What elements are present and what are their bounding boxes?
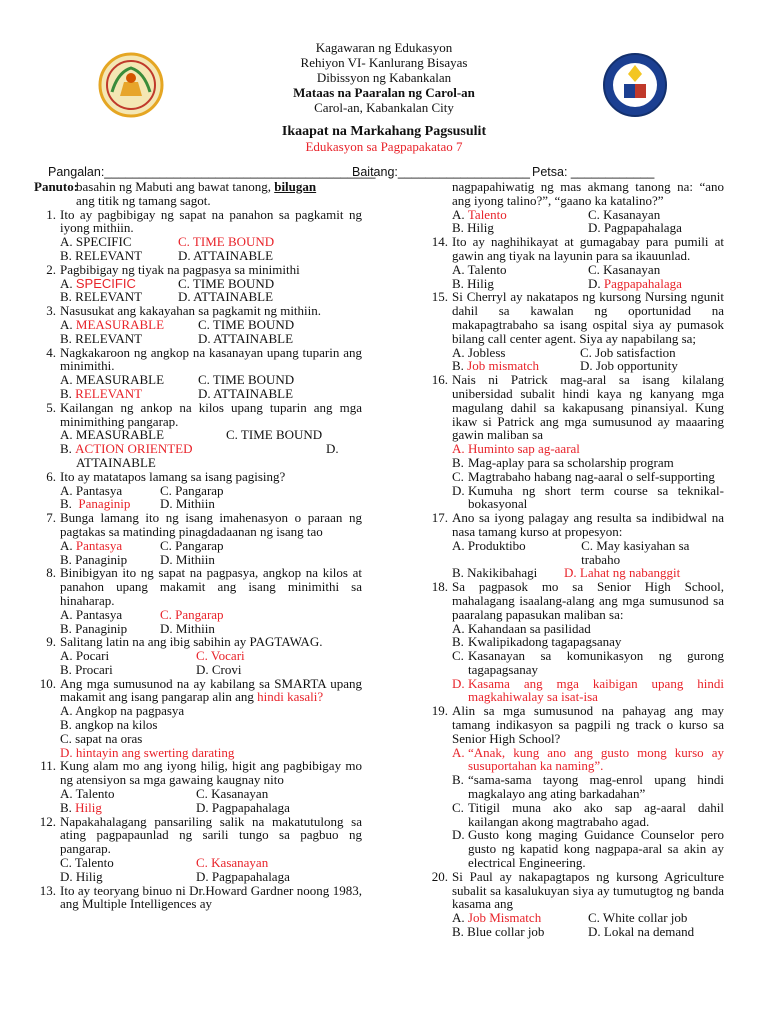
question-20: 20. Si Paul ay nakapagtapos ng kursong Agriculture subalit sa kasalukuyan siya ay tumutugtog ng banda kasama ang — [431, 868, 724, 912]
question-6: 6. Ito ay matatapos lamang sa isang pagising? — [46, 468, 286, 484]
q17-choice-a[interactable]: Produktibo — [467, 537, 526, 553]
question-2: 2. Pagbibigay ng tiyak na pagpasya sa minimithi — [46, 261, 300, 277]
question-15: 15. Si Cherryl ay nakatapos ng kursong Nursing ngunit dahil sa kawalan ng oportunidad na makapagtrabaho sa isang ospital siya ay pumasok bilang call center agent. Siya ay napabilang sa; — [431, 289, 724, 346]
q18-choice-a[interactable]: Kahandaan sa pasilidad — [468, 620, 591, 636]
question-18: 18. Sa pagpasok mo sa Senior High School, mahalagang isaalang-alang ang mga sumusunod sa paaralang papasukan maliban sa: — [431, 579, 724, 622]
q1-choice-d[interactable]: D. ATTAINABLE — [178, 247, 274, 263]
header-line-3: Dibissyon ng Kabankalan — [316, 70, 452, 85]
q18-choice-c[interactable]: Kasanayan sa komunikasyon ng gurong tagapagsanay — [468, 648, 724, 677]
q4-choice-d[interactable]: D. ATTAINABLE — [198, 385, 294, 401]
q5-choice-d[interactable]: D. — [326, 441, 339, 457]
exam-title: Ikaapat na Markahang Pagsusulit — [281, 124, 487, 139]
q5-choice-b[interactable]: ACTION ORIENTED — [75, 441, 193, 457]
q5-choice-a[interactable]: A. MEASURABLE — [60, 427, 165, 443]
instructions: Panuto: basahin ng Mabuti ang bawat tanong, bilugan ang titik ng tamang sagot. — [34, 179, 317, 208]
q10-choice-c[interactable]: C. sapat na oras — [60, 730, 143, 746]
q9-choice-d[interactable]: D. Crovi — [196, 661, 242, 677]
q9-choice-a[interactable]: A. Pocari — [60, 648, 110, 664]
question-9: 9. Salitang latin na ang ibig sabihin ay PAGTAWAG. — [46, 634, 323, 650]
q12-choice-d1[interactable]: D. Hilig — [60, 868, 103, 884]
q7-choice-d[interactable]: D. Mithiin — [160, 551, 215, 567]
q4-choice-c[interactable]: C. TIME BOUND — [198, 372, 295, 388]
question-7: 7. Bunga lamang ito ng isang imahenasyon o paraan ng pagtakas sa matinding pinagdadaanan ng isang tao — [46, 510, 362, 539]
q5-choice-c[interactable]: C. TIME BOUND — [226, 427, 323, 443]
question-17: 17. Ano sa iyong palagay ang resulta sa indibidwal na nasa tamang kurso at propesyon: — [431, 510, 724, 539]
header-block — [0, 40, 768, 115]
q1-choice-c[interactable]: C. TIME BOUND — [178, 234, 275, 250]
q19-choice-b[interactable]: “sama-sama tayong mag-enrol upang hindi magkalayo ang ating barkadahan” — [468, 772, 724, 802]
question-19: 19. Alin sa mga sumusunod na pahayag ang may tamang indikasyon sa pagpili ng track o kurso sa Senior High School? — [431, 703, 724, 746]
question-10: 10. Ang mga sumusunod na ay kabilang sa SMARTA upang makamit ang isang pangarap alin ang hindi kasali? — [39, 675, 362, 705]
q20-choice-a[interactable]: Job Mismatch — [467, 910, 542, 926]
question-8: 8. Binibigyan ito ng sapat na pagpasya, angkop na kilos at panahon upang makamit ang isang minimithi sa hinaharap. — [46, 565, 362, 608]
question-3: 3. Nasusukat ang kakayahan sa pagkamit ng mithiin. — [46, 303, 322, 319]
q4-choice-a[interactable]: A. MEASURABLE — [60, 372, 165, 388]
left-column: Panuto: basahin ng Mabuti ang bawat tanong, bilugan ang titik ng tamang sagot. 1. Ito ay pagbibigay ng sapat na panahon sa pagkamit ng iyong mithiin. A. SPECIFIC C. TIME BOUND B. RELEVANT D. ATTAINABLE 2. Pagbibigay ng tiyak na pagpasya sa minimithi A. SPECIFIC C. TIME BOUND B. RELEVANT D. ATTAINABLE 3. Nasusukat ang kakayahan sa pagkamit ng mithiin. A. MEASURABLE C. TIME BOUND B. RELEVANT D. ATTAINABLE 4. Nagkakaroon ng angkop na kasanayan upang tuparin ang minimithi. A. MEASURABLE C. TIME BOUND B. RELEVANT D. ATTAINABLE 5. Kailangan ng ankop na kilos upang tuparin ang mga minimithing pangarap. A. MEASURABLE C. TIME BOUND B. ACTION ORIENTED D. ATTAINABLE 6. Ito ay matatapos lamang sa isang pagising? A. Pantasya C. Pangarap B. Panaginip D. Mithiin 7. Bunga lamang ito ng isang imahenasyon o paraan ng pagtakas sa matinding pinagdadaanan ng isang tao A. Pantasya C. Pangarap B. Panaginip D. Mithiin 8. Binibigyan ito ng sapat na pagpasya, angkop na kilos at panahon upang makamit ang isang minimithi sa hinaharap. A. Pantasya C. Pangarap B. Panaginip D. Mithiin 9. Salitang latin na ang ibig sabihin ay PAGTAWAG. A. Pocari C. Vocari B. Procari D. Crovi 10. Ang mga sumusunod na ay kabilang sa SMARTA upang makamit ang isang pangarap alin ang hindi kasali? A. Angkop na pagpasya B. angkop na kilos C. sapat na oras D. hintayin ang swerting darating 11. Kung alam mo ang iyong hilig, higit ang pagbibigay mo ng atensiyon sa mga gawaing kaugnay nito A. Talento C. Kasanayan B. Hilig D. Pagpapahalaga 12. Napakahalagang pansariling salik na makatutulong sa ating pagpapaunlad ng sarili tungo sa pagbuo ng pangarap. C. Talento C. Kasanayan D. Hilig D. Pagpapahalaga 13. Ito ay teoryang binuo ni Dr.Howard Gardner noong 1983, ang Multiple Intelligences ay — [34, 179, 362, 912]
q20-choice-c[interactable]: C. White collar job — [588, 910, 688, 926]
q8-choice-b[interactable]: B. Panaginip — [60, 620, 128, 636]
q20-choice-d[interactable]: D. Lokal na demand — [588, 924, 695, 940]
question-11: 11. Kung alam mo ang iyong hilig, higit ang pagbibigay mo ng atensiyon sa mga gawaing kaugnay nito — [40, 758, 362, 788]
question-4: 4. Nagkakaroon ng angkop na kasanayan upang tuparin ang minimithi. — [46, 344, 362, 374]
q12-choice-c1[interactable]: C. Talento — [60, 855, 114, 871]
q13-choice-a[interactable]: Talento — [467, 206, 507, 222]
q18-choice-d[interactable]: Kasama ang mga kaibigan upang hindi magkahiwalay sa isat-isa — [468, 675, 724, 705]
q14-choice-c[interactable]: C. Kasanayan — [588, 261, 661, 277]
right-column: nagpapahiwatig ng mas akmang tanong na: “ano ang iyong talino?”, “gaano ka katalino?” A. Talento C. Kasanayan B. Hilig D. Pagpapahalaga 14. Ito ay naghihikayat at gumagabay para pumili at gawin ang tiyak na layunin para sa ikauunlad. A. Talento C. Kasanayan B. Hilig D. Pagpapahalaga 15. Si Cherryl ay nakatapos ng kursong Nursing ngunit dahil sa kawalan ng oportunidad na makapagtrabaho sa isang ospital siya ay pumasok bilang call center agent. Siya ay napabilang sa; A. Jobless C. Job satisfaction B. Job mismatch D. Job opportunity 16. Nais ni Patrick mag-aral sa isang kilalang unibersidad subalit hindi kaya ng kanyang mga magulang dahil sa kakapusang pinansiyal. Kung ikaw si Patrick ang mga sumusunod ay maaaring gawin maliban sa A. Huminto sap ag-aaral B. Mag-aplay para sa scholarship program C. Magtrabaho habang nag-aaral o self-supporting D. Kumuha ng short term course sa teknikal-bokasyonal 17. Ano sa iyong palagay ang resulta sa indibidwal na nasa tamang kurso at propesyon: A. Produktibo C. May kasiyahan sa trabaho B. Nakikibahagi D. Lahat ng nabanggit 18. Sa pagpasok mo sa Senior High School, mahalagang isaalang-alang ang mga sumusunod sa paaralang papasukan maliban sa: A. Kahandaan sa pasilidad B. Kwalipikadong tagapagsanay C. Kasanayan sa komunikasyon ng gurong tagapagsanay D. Kasama ang mga kaibigan upang hindi magkahiwalay sa isat-isa 19. Alin sa mga sumusunod na pahayag ang may tamang indikasyon sa pagpili ng track o kurso sa Senior High School? A. “Anak, kung ano ang gusto mong kurso ay susuportahan ka naming”. B. “sama-sama tayong mag-enrol upang hindi magkalayo ang ating barkadahan” C. Titigil muna ako ako sap ag-aaral dahil kailangan akong magtrabaho agad. D. Gusto kong maging Guidance Counselor pero gusto ng kapatid kong nagpapa-aral sa akin ay electrical Engineering. 20. Si Paul ay nakapagtapos ng kursong Agriculture subalit sa kasalukuyan siya ay tumutugtog ng banda kasama ang A. Job Mismatch C. White collar job B. Blue collar job D. Lokal na demand — [426, 180, 724, 939]
question-16: 16. Nais ni Patrick mag-aral sa isang kilalang unibersidad subalit hindi kaya ng kanyang mga magulang dahil sa kakapusang pinansiyal. Kung ikaw si Patrick ang mga sumusunod ay maaaring gawin maliban sa — [431, 372, 724, 443]
q19-choice-a[interactable]: “Anak, kung ano ang gusto mong kurso ay susuportahan ka naming”. — [468, 744, 724, 774]
q6-choice-d[interactable]: D. Mithiin — [160, 496, 215, 512]
q15-choice-b[interactable]: Job mismatch — [467, 358, 540, 374]
header-school: Mataas na Paaralan ng Carol-an — [293, 85, 475, 100]
q18-choice-b[interactable]: Kwalipikadong tagapagsanay — [468, 634, 622, 650]
q14-choice-b[interactable]: B. Hilig — [452, 275, 494, 291]
q15-choice-a[interactable]: A. Jobless — [452, 344, 506, 360]
q2-choice-d[interactable]: D. ATTAINABLE — [178, 289, 274, 305]
q6-choice-c[interactable]: C. Pangarap — [160, 482, 224, 498]
q14-choice-a[interactable]: A. Talento — [452, 261, 507, 277]
q3-choice-a[interactable]: MEASURABLE — [75, 316, 165, 332]
q3-choice-c[interactable]: C. TIME BOUND — [198, 316, 295, 332]
q19-choice-c[interactable]: Titigil muna ako ako sap ag-aaral dahil kailangan akong magtrabaho agad. — [468, 799, 724, 829]
q17-choice-c[interactable]: C. May kasiyahan sa trabaho — [581, 537, 690, 567]
q16-choice-c[interactable]: Magtrabaho habang nag-aaral o self-supporting — [468, 468, 715, 484]
q13-choice-c[interactable]: C. Kasanayan — [588, 206, 661, 222]
question-13-continued: nagpapahiwatig ng mas akmang tanong na: “ano ang iyong talino?”, “gaano ka katalino?” — [452, 179, 724, 208]
q16-choice-d[interactable]: Kumuha ng short term course sa teknikal-bokasyonal — [468, 482, 724, 512]
question-5: 5. Kailangan ng ankop na kilos upang tuparin ang mga minimithing pangarap. — [46, 399, 362, 429]
q8-choice-a[interactable]: A. Pantasya — [60, 606, 123, 622]
question-14: 14. Ito ay naghihikayat at gumagabay para pumili at gawin ang tiyak na layunin para sa ikauunlad. — [431, 234, 724, 263]
q16-choice-a[interactable]: Huminto sap ag-aaral — [468, 441, 580, 457]
q11-choice-a[interactable]: A. Talento — [60, 786, 115, 802]
q12-choice-c[interactable]: C. Kasanayan — [196, 855, 269, 871]
date-field[interactable]: Petsa: ____________ — [532, 165, 655, 179]
q3-choice-b[interactable]: B. RELEVANT — [60, 330, 143, 346]
q6-choice-b[interactable]: Panaginip — [78, 496, 131, 512]
q10-choice-b[interactable]: B. angkop na kilos — [60, 717, 158, 733]
q10-choice-d[interactable]: D. hintayin ang swerting darating — [60, 744, 235, 760]
q8-choice-d[interactable]: D. Mithiin — [160, 620, 215, 636]
header-address: Carol-an, Kabankalan City — [314, 100, 454, 115]
q2-choice-a[interactable]: SPECIFIC — [75, 275, 136, 291]
grade-field[interactable]: Baitang:___________________ — [352, 165, 530, 179]
q17-choice-d[interactable]: D. Lahat ng nabanggit — [564, 565, 681, 581]
q2-choice-b[interactable]: B. RELEVANT — [60, 289, 143, 305]
q17-choice-b[interactable]: Nakikibahagi — [467, 565, 538, 581]
q9-choice-c[interactable]: C. Vocari — [196, 648, 245, 664]
q7-choice-b[interactable]: B. Panaginip — [60, 551, 128, 567]
exam-subtitle: Edukasyon sa Pagpapakatao 7 — [305, 139, 463, 154]
q6-choice-a[interactable]: A. Pantasya — [60, 482, 123, 498]
q15-choice-c[interactable]: C. Job satisfaction — [580, 344, 676, 360]
question-12: 12. Napakahalagang pansariling salik na makatutulong sa ating pagpapaunlad ng sarili tungo sa pagbuo ng pangarap. — [39, 813, 362, 857]
header-line-1: Kagawaran ng Edukasyon — [315, 40, 453, 55]
q8-choice-c[interactable]: C. Pangarap — [160, 606, 224, 622]
q1-choice-a[interactable]: A. SPECIFIC — [60, 234, 132, 250]
q12-choice-d[interactable]: D. Pagpapahalaga — [196, 868, 290, 884]
question-1: 1. Ito ay pagbibigay ng sapat na panahon sa pagkamit ng iyong mithiin. — [46, 206, 362, 236]
q13-choice-d[interactable]: D. Pagpapahalaga — [588, 220, 682, 236]
q20-choice-b[interactable]: B. Blue collar job — [452, 924, 545, 940]
q3-choice-d[interactable]: D. ATTAINABLE — [198, 330, 294, 346]
q16-choice-b[interactable]: Mag-aplay para sa scholarship program — [468, 454, 674, 470]
q1-choice-b[interactable]: B. RELEVANT — [60, 247, 143, 263]
question-13: 13. Ito ay teoryang binuo ni Dr.Howard Gardner noong 1983, ang Multiple Intelligences ay — [39, 882, 362, 912]
q7-choice-c[interactable]: C. Pangarap — [160, 537, 224, 553]
name-field[interactable]: Pangalan:_______________________________________ — [48, 165, 376, 179]
q15-choice-d[interactable]: D. Job opportunity — [580, 358, 678, 374]
q14-choice-d[interactable]: Pagpapahalaga — [603, 275, 682, 291]
q9-choice-b[interactable]: B. Procari — [60, 661, 113, 677]
q13-choice-b[interactable]: B. Hilig — [452, 220, 494, 236]
q2-choice-c[interactable]: C. TIME BOUND — [178, 275, 275, 291]
q10-choice-a[interactable]: A. Angkop na pagpasya — [60, 703, 185, 719]
q11-choice-c[interactable]: C. Kasanayan — [196, 786, 269, 802]
q7-choice-a[interactable]: Pantasya — [75, 537, 123, 553]
q4-choice-b[interactable]: RELEVANT — [75, 385, 143, 401]
q19-choice-d[interactable]: Gusto kong maging Guidance Counselor pero gusto ng kapatid kong nagpapa-aral sa akin ay electrical Engineering. — [468, 827, 724, 871]
q11-choice-d[interactable]: D. Pagpapahalaga — [196, 799, 290, 815]
q5-choice-d-text: ATTAINABLE — [76, 454, 156, 470]
header-line-2: Rehiyon VI- Kanlurang Bisayas — [300, 55, 468, 70]
q11-choice-b[interactable]: Hilig — [75, 799, 102, 815]
